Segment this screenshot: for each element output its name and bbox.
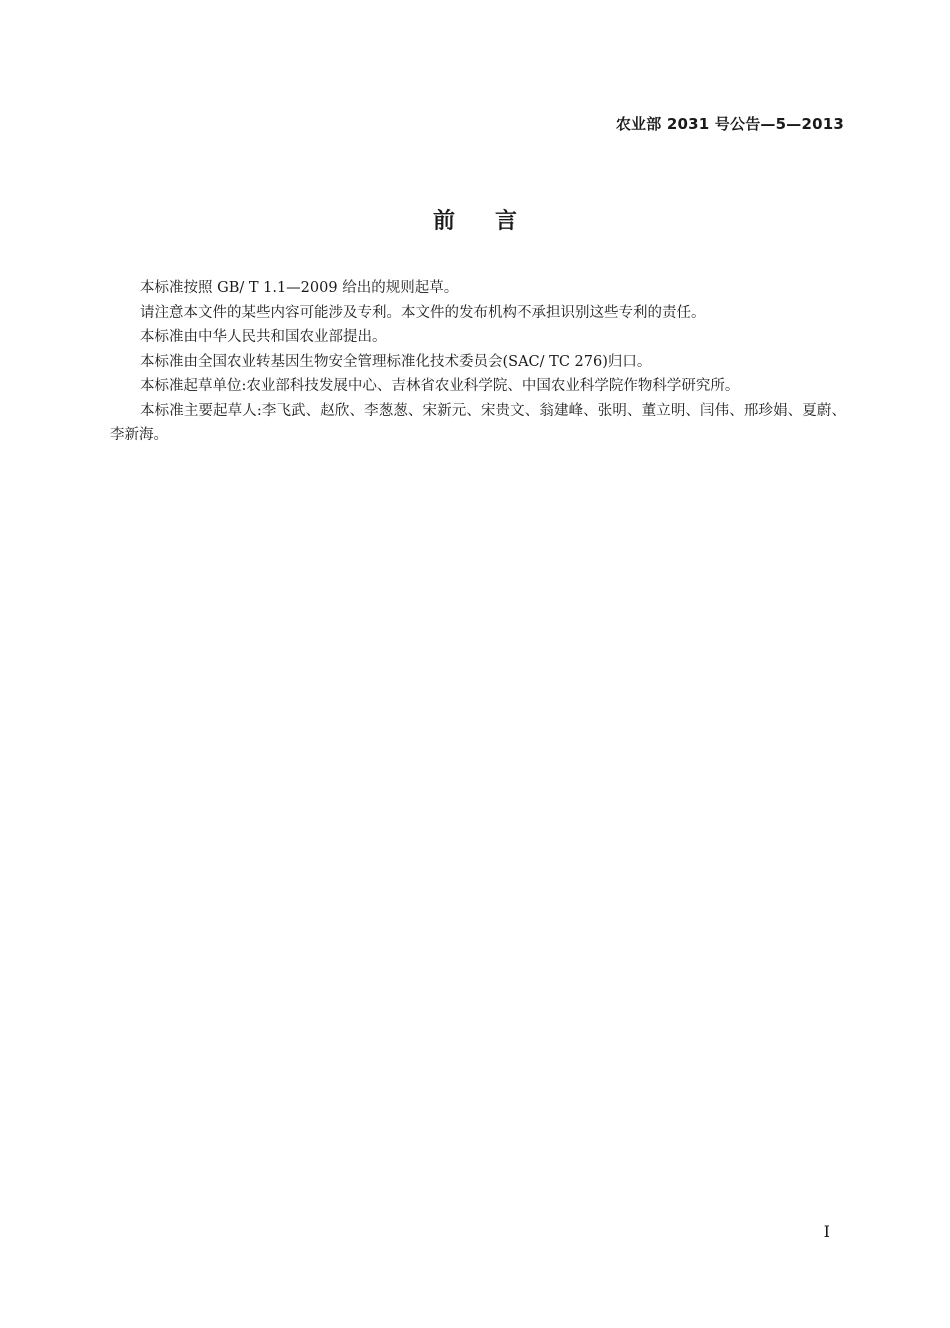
section-title: 前言 — [432, 209, 557, 234]
paragraph-proposed-by: 本标准由中华人民共和国农业部提出。 — [140, 329, 387, 345]
foreword-body — [110, 276, 846, 448]
paragraph-drafting-units: 本标准起草单位:农业部科技发展中心、吉林省农业科学院、中国农业科学院作物科学研究所。 — [140, 378, 740, 394]
paragraph-drafting-rules: 本标准按照 GB/ T 1.1—2009 给出的规则起草。 — [140, 280, 459, 296]
page-number: I — [823, 1222, 830, 1241]
document-code: 农业部 2031 号公告—5—2013 — [615, 115, 844, 133]
paragraph-centralized-by: 本标准由全国农业转基因生物安全管理标准化技术委员会(SAC/ TC 276)归口。 — [140, 353, 652, 370]
paragraph-drafters: 本标准主要起草人:李飞武、赵欣、李葱葱、宋新元、宋贵文、翁建峰、张明、董立明、闫伟、邢珍娟、夏蔚、李新海。 — [110, 402, 846, 443]
paragraph-patent-notice: 请注意本文件的某些内容可能涉及专利。本文件的发布机构不承担识别这些专利的责任。 — [140, 304, 706, 321]
